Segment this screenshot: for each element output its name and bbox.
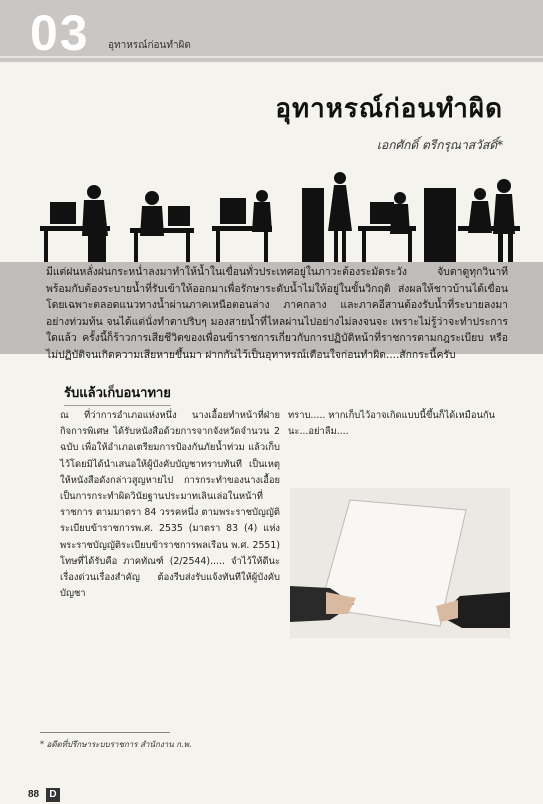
office-workers-silhouette-illustration	[40, 168, 520, 266]
intro-paragraph: มีแต่ฝนหลั่งฝนกระหน่ำลงมาทำให้น้ำในเขื่อนทั่วประเทศอยู่ในภาวะต้องระมัดระวัง จับตาดูทุกวินาที พร้อมกับต้องระบายน้ำที่รับเข้าให้ออกมาเพื่อรักษาระดับน้ำไม่ให้อยู่ในขั้นวิกฤติ ส่งผลให้ชาวบ้านได้เขื่อนโดยเฉพาะตลอดแนวทางน้ำผ่านภาคเหนือตอนล่าง ภาคกลาง และภาคอีสานต้องรับน้ำที่ระบายลงมาอย่างท่วมท้น จนได้แต่นั่งทำตาปริบๆ มองสายน้ำที่ไหลผ่านไปอย่างไม่ลงจนจะ เพราะไม่รู้ว่าจะทำประการใดแล้ว ครั้งนี้ก็ร้าวการเสียชีวิตของเพื่อนข้าราชการเกี่ยวกับการปฏิบัติหน้าที่ราชการตามกฎระเบียบ หรือไม่ปฏิบัติจนเกิดความเสียหายขึ้นมา ฝากกันไว้เป็นอุทาหรณ์เตือนใจก่อนทำผิด....สักกระนี้ครับ	[46, 266, 508, 361]
page-number: 88	[28, 789, 40, 800]
chapter-number: 03	[30, 5, 90, 61]
section-label: อุทาหรณ์ก่อนทำผิด	[108, 40, 191, 51]
document-handover-photo	[290, 488, 510, 638]
body-column-right: ทราบ..... หากเก็บไว้อาจเกิดแบบนี้ขึ้นก็ได้เหมือนกันนะ...อย่าลืม....	[288, 410, 495, 438]
page-mark: D	[46, 788, 60, 802]
footnote-rule	[40, 732, 170, 733]
article-title: อุทาหรณ์ก่อนทำผิด	[275, 94, 503, 124]
article-author: เอกศักดิ์ ตรีกรุณาสวัสดิ์*	[376, 138, 503, 152]
body-column-left: ณ ที่ว่าการอำเภอแห่งหนึ่ง นางเอื้อยทำหน้าที่ฝ่ายกิจการพิเศษ ได้รับหนังสือด้วยการจากจังหวัดจำนวน 2 ฉบับ เพื่อให้อำเภอเตรียมการป้องกันภัยน้ำท่วม แล้วเก็บไว้โดยมิได้นำเสนอให้ผู้บังคับบัญชาทราบทันที เป็นเหตุให้หนังสือดังกล่าวสูญหายไป การกระทำของนางเอื้อยเป็นการกระทำผิดวินัยฐานประมาทเลินเล่อในหน้าที่ราชการ ตามมาตรา 84 วรรคหนึ่ง ตามพระราชบัญญัติระเบียบข้าราชการพ.ศ. 2535 (มาตรา 83 (4) แห่งพระราชบัญญัติระเบียบข้าราชการพลเรือน พ.ศ. 2551) โทษที่ได้รับคือ ภาคทัณฑ์ (2/2544)..... จำไว้ให้ดีนะ เรื่องด่วนเรื่องสำคัญ ต้องรีบส่งรับแจ้งทันทีให้ผู้บังคับบัญชา	[60, 410, 280, 600]
section-heading: รับแล้วเก็บอนาทาย	[64, 382, 171, 406]
footnote: * อดีตที่ปรึกษาระบบราชการ สำนักงาน ก.พ.	[40, 740, 192, 749]
